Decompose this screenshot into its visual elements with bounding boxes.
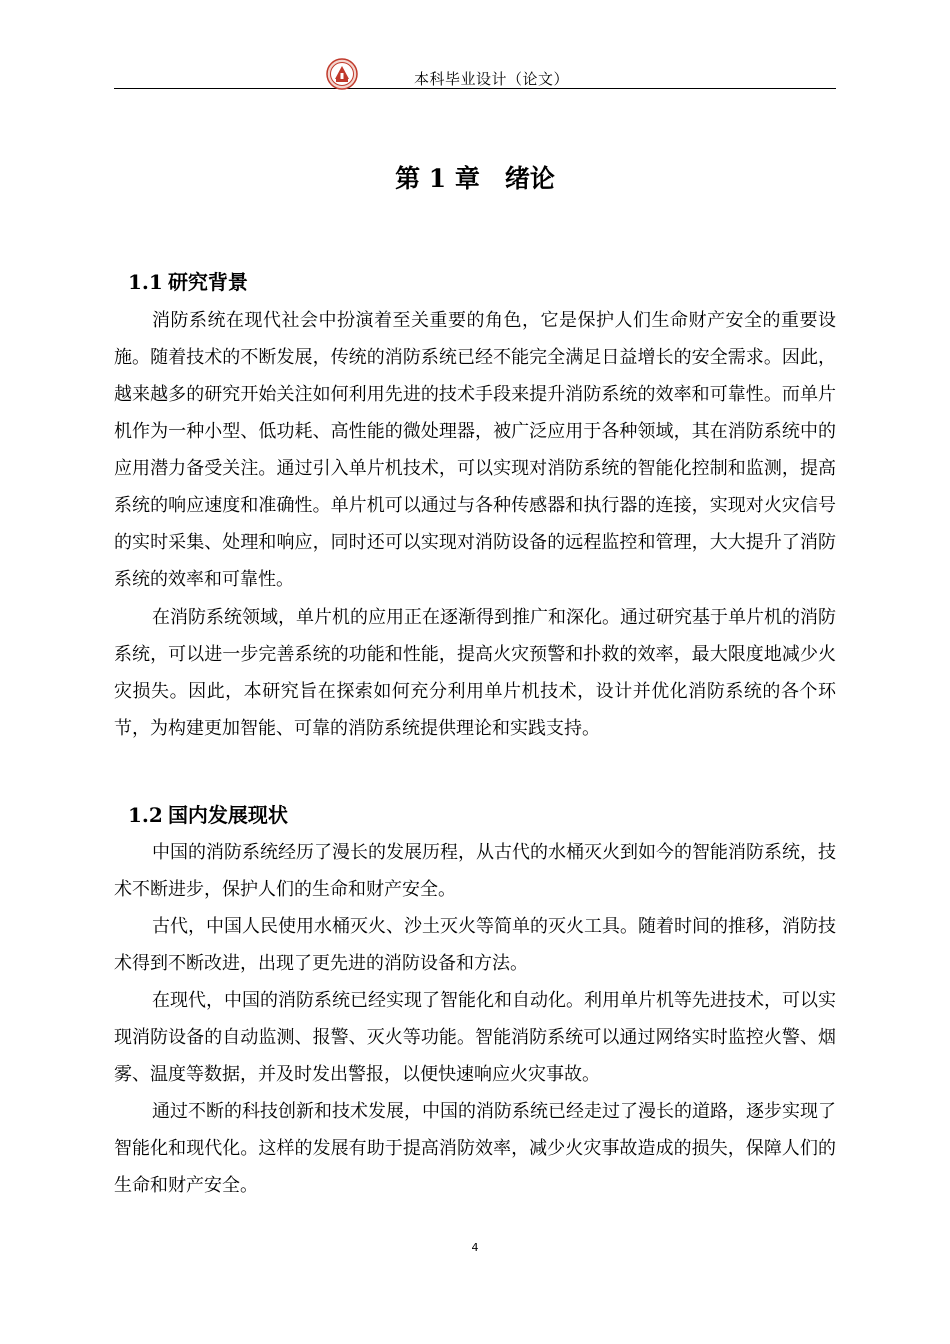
university-seal-icon — [326, 58, 358, 90]
header-title: 本科毕业设计（论文） — [414, 70, 570, 88]
section-number: 1.2 — [127, 803, 163, 827]
section-title-text: 研究背景 — [167, 270, 248, 294]
section-heading-1-2 — [114, 775, 288, 828]
paragraph: 在现代，中国的消防系统已经实现了智能化和自动化。利用单片机等先进技术，可以实现消防设备的自动监测、报警、灭火等功能。智能消防系统可以通过网络实时监控火警、烟雾、温度等数据，并及时发出警报，以便快速响应火灾事故。 — [114, 990, 836, 1085]
section-heading-1-1 — [114, 242, 248, 295]
page-number: 4 — [471, 1241, 479, 1254]
page-header — [114, 62, 836, 89]
paragraph: 通过不断的科技创新和技术发展，中国的消防系统已经走过了漫长的道路，逐步实现了智能化和现代化。这样的发展有助于提高消防效率，减少火灾事故造成的损失，保障人们的生命和财产安全。 — [114, 1101, 836, 1196]
paragraph: 古代，中国人民使用水桶灭火、沙土灭火等简单的灭火工具。随着时间的推移，消防技术得到不断改进，出现了更先进的消防设备和方法。 — [114, 916, 836, 974]
paragraph: 中国的消防系统经历了漫长的发展历程，从古代的水桶灭火到如今的智能消防系统，技术不断进步，保护人们的生命和财产安全。 — [114, 842, 836, 900]
section-title-text: 国内发展现状 — [167, 803, 288, 827]
paragraph: 在消防系统领域，单片机的应用正在逐渐得到推广和深化。通过研究基于单片机的消防系统，可以进一步完善系统的功能和性能，提高火灾预警和扑救的效率，最大限度地减少火灾损失。因此，本研究旨在探索如何充分利用单片机技术，设计并优化消防系统的各个环节，为构建更加智能、可靠的消防系统提供理论和实践支持。 — [114, 607, 836, 739]
section-number: 1.1 — [127, 270, 163, 294]
chapter-title: 第 1 章 绪论 — [395, 164, 555, 193]
paragraph: 消防系统在现代社会中扮演着至关重要的角色，它是保护人们生命财产安全的重要设施。随着技术的不断发展，传统的消防系统已经不能完全满足日益增长的安全需求。因此，越来越多的研究开始关注如何利用先进的技术手段来提升消防系统的效率和可靠性。而单片机作为一种小型、低功耗、高性能的微处理器，被广泛应用于各种领域，其在消防系统中的应用潜力备受关注。通过引入单片机技术，可以实现对消防系统的智能化控制和监测，提高系统的响应速度和准确性。单片机可以通过与各种传感器和执行器的连接，实现对火灾信号的实时采集、处理和响应，同时还可以实现对消防设备的远程监控和管理，大大提升了消防系统的效率和可靠性。 — [114, 310, 836, 590]
